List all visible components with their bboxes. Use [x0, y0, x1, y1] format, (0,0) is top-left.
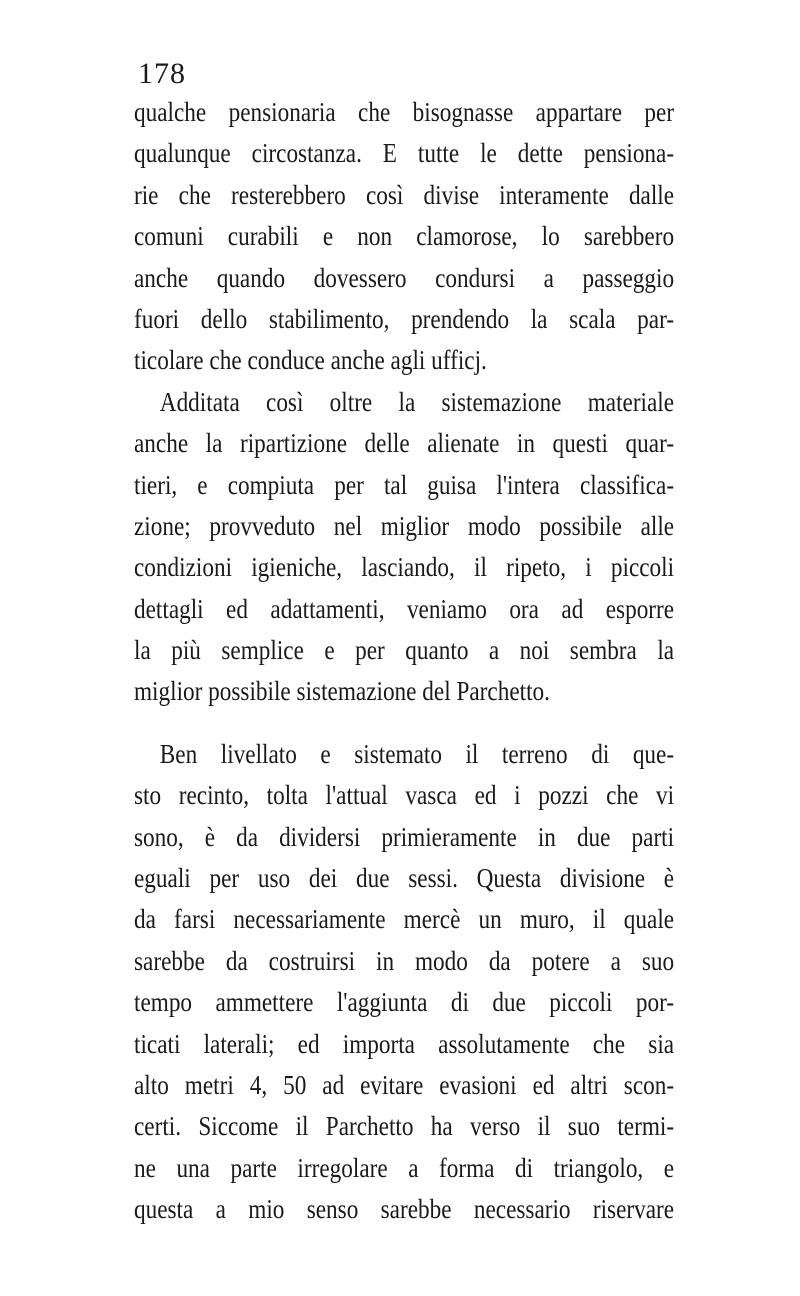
text-line: ticolare che conduce anche agli ufficj.	[134, 345, 487, 376]
text-line: condizioni igieniche, lasciando, il ripeto, i piccoli	[134, 552, 675, 583]
text-line: sto recinto, tolta l'attual vasca ed i pozzi che vi	[134, 780, 675, 811]
text-line: Ben livellato e sistemato il terreno di que-	[159, 738, 675, 769]
text-line: ticati laterali; ed importa assolutamente che sia	[134, 1028, 675, 1059]
text-line: tempo ammettere l'aggiunta di due piccoli por-	[134, 987, 675, 1018]
text-line: sarebbe da costruirsi in modo da potere a suo	[134, 945, 675, 976]
text-line: da farsi necessariamente mercè un muro, il quale	[134, 904, 675, 935]
text-line: qualche pensionaria che bisognasse appartare per	[134, 97, 675, 127]
text-line: la più semplice e per quanto a noi sembra la	[134, 635, 675, 666]
text-line: sono, è da dividersi primieramente in due parti	[134, 821, 675, 852]
paragraph-3	[134, 734, 674, 1231]
text-line: qualunque circostanza. E tutte le dette pensiona-	[134, 138, 675, 169]
text-line: comuni curabili e non clamorose, lo sarebbero	[134, 221, 675, 252]
text-line: Additata così oltre la sistemazione materiale	[159, 386, 675, 417]
text-line: anche la ripartizione delle alienate in questi quar-	[134, 428, 675, 459]
text-line: tieri, e compiuta per tal guisa l'intera classifica-	[134, 469, 675, 500]
text-line: ne una parte irregolare a forma di triangolo, e	[134, 1152, 675, 1183]
text-line: alto metri 4, 50 ad evitare evasioni ed altri scon-	[134, 1069, 675, 1100]
body-text	[134, 92, 674, 1231]
text-line: dettagli ed adattamenti, veniamo ora ad esporre	[134, 593, 675, 624]
text-line: zione; provveduto nel miglior modo possibile alle	[134, 510, 675, 541]
text-line: miglior possibile sistemazione del Parchetto.	[134, 676, 550, 707]
text-line: eguali per uso dei due sessi. Questa divisione è	[134, 863, 675, 894]
paragraph-1	[134, 92, 674, 382]
text-line: rie che resterebbero così divise interamente dalle	[134, 179, 675, 210]
text-line: fuori dello stabilimento, prendendo la scala par-	[134, 303, 675, 334]
text-line: certi. Siccome il Parchetto ha verso il suo termi-	[134, 1111, 675, 1142]
paragraph-gap	[134, 713, 674, 734]
text-line: anche quando dovessero condursi a passeggio	[134, 262, 675, 293]
page-number: 178	[138, 57, 186, 90]
paragraph-2	[134, 382, 674, 713]
text-line: questa a mio senso sarebbe necessario riservare	[134, 1194, 675, 1225]
